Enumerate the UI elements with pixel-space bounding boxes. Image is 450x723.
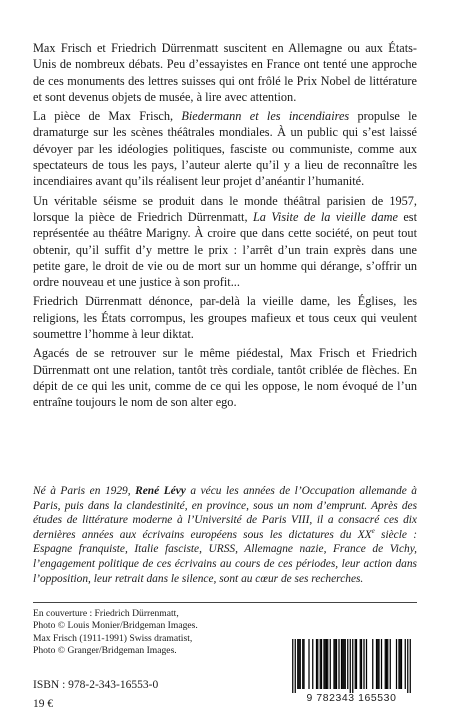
barcode-bar [336,639,337,689]
barcode-bar [338,639,339,689]
barcode-bar [378,639,379,689]
barcode-digits: 9 782343 165530 [306,693,397,704]
barcode-bar [381,639,382,689]
synopsis-paragraph-2: La pièce de Max Frisch, Biedermann et les incendiaires propulse le dramaturge sur les scènes théâtrales mondiales. À un public qui s’est laissé dévoyer par les idéologies politiques, fasciste ou communiste, comme aux spectateurs de tous les pays, l’auteur alerte qu’il y a lieu de reconnaître les incendiaires avant qu’ils réalisent leur projet d’anéantir l’humanité. [33,109,417,189]
barcode-bar [345,639,346,689]
synopsis-paragraph-3: Un véritable séisme se produit dans le monde théâtral parisien de 1957, lorsque la pièce de Friedrich Dürrenmatt, La Visite de la vieille dame est représentée au théâtre Marigny. À croire que dans cette société, on peut tout obtenir, qu’il suffit d’y mettre le prix : l’arrêt d’un train exprès dans une petite gare, le droit de vie ou de mort sur un homme qui dérange, s’offrir un ordre nouveau et une justice à son profit... [33,193,418,290]
credit-line-4: Photo © Granger/Bridgeman Images. [33,645,177,657]
barcode-bar [327,639,328,689]
isbn: ISBN : 978-2-343-16553-0 [33,679,159,691]
barcode-bar [361,639,362,689]
barcode-bar [356,639,357,689]
barcode-bar [317,639,318,689]
barcode-bar [372,639,373,689]
barcode-bar [303,639,304,689]
barcode-bar [335,639,336,689]
barcode-bar [330,639,331,689]
barcode-bar [312,639,313,689]
synopsis-paragraph-1: Max Frisch et Friedrich Dürrenmatt suscitent en Allemagne ou aux États-Unis de nombreux débats. Peu d’essayistes en France ont tenté une approche de ces monuments des lettres suisses qui ont frôlé le Prix Nobel de littérature et sont devenus objets de musée, à lire avec attention. [33,41,417,104]
barcode-bar [295,639,296,693]
divider [33,602,417,603]
credit-line-2: Photo © Louis Monier/Bridgeman Images. [33,620,198,632]
play-title-biedermann: Biedermann et les incendiaires [181,109,350,124]
barcode-bar [308,639,309,689]
barcode-bar [386,639,387,689]
barcode-bar [341,639,342,689]
credit-line-1: En couverture : Friedrich Dürrenmatt, [33,608,179,619]
barcode-bar [321,639,322,689]
barcode-bar [300,639,301,689]
barcode-bars [286,637,417,693]
barcode-bar [376,639,377,689]
barcode-bar [292,639,293,693]
barcode-bar [298,639,299,689]
barcode-bar [401,639,402,689]
barcode-bar [323,639,324,689]
barcode-bar [355,639,356,689]
barcode-bar [410,639,411,693]
photo-credits [33,608,273,658]
barcode-bar [398,639,399,689]
barcode-bar [405,639,406,689]
barcode-bar [297,639,298,689]
barcode-bar [333,639,334,689]
barcode-bar [320,639,321,689]
barcode [286,637,417,709]
barcode-bar [302,639,303,689]
play-title-visite: La Visite de la vieille dame [252,209,398,224]
barcode-bar [347,639,348,689]
barcode-bar [385,639,386,689]
author-biography: Né à Paris en 1929, René Lévy a vécu les années de l’Occupation allemande à Paris, puis dans la clandestinité, en province, sous un nom d’emprunt. Après des études de littérature moderne à l’Université de Paris VIII, il a consacré ces dix dernières années aux écrivains européens sous les dictatures du XXe siècle : Espagne franquiste, Italie fasciste, URSS, Allemagne nazie, France de Vichy, l’engagement politique de ces écrivains au cours de ces périodes, leur action dans l’opposition, leur retrait dans le silence, sont au cœur de ses recherches. [33,485,418,585]
synopsis-paragraph-4: Friedrich Dürrenmatt dénonce, par-delà la vieille dame, les Églises, les religions, les États corrompus, les groupes mafieux et tous ceux qui veulent soumettre l’homme à leur diktat. [33,294,417,342]
barcode-bar [407,639,408,693]
barcode-bar [326,639,327,689]
barcode-bar [350,639,351,693]
barcode-bar [400,639,401,689]
barcode-bar [343,639,344,689]
barcode-bar [387,639,388,689]
barcode-bar [377,639,378,689]
barcode-bar [366,639,367,689]
barcode-bar [363,639,364,689]
synopsis-paragraph-5: Agacés de se retrouver sur le même piédestal, Max Frisch et Friedrich Dürrenmatt ont une relation, tantôt très cordiale, tantôt criblée de flèches. En dépit de ce qui les unit, comme de ce qui les oppose, le nom évoqué de l’un entraîne toujours le nom de son alter ego. [33,346,417,410]
author-name: René Lévy [135,485,186,497]
barcode-bar [325,639,326,689]
credit-line-3: Max Frisch (1911-1991) Swiss dramatist, [33,632,193,644]
barcode-bar [352,639,353,693]
barcode-bar [316,639,317,689]
barcode-bar [396,639,397,689]
barcode-bar [360,639,361,689]
barcode-bar [342,639,343,689]
synopsis [33,40,417,414]
price: 19 € [33,698,54,710]
barcode-bar [390,639,391,689]
